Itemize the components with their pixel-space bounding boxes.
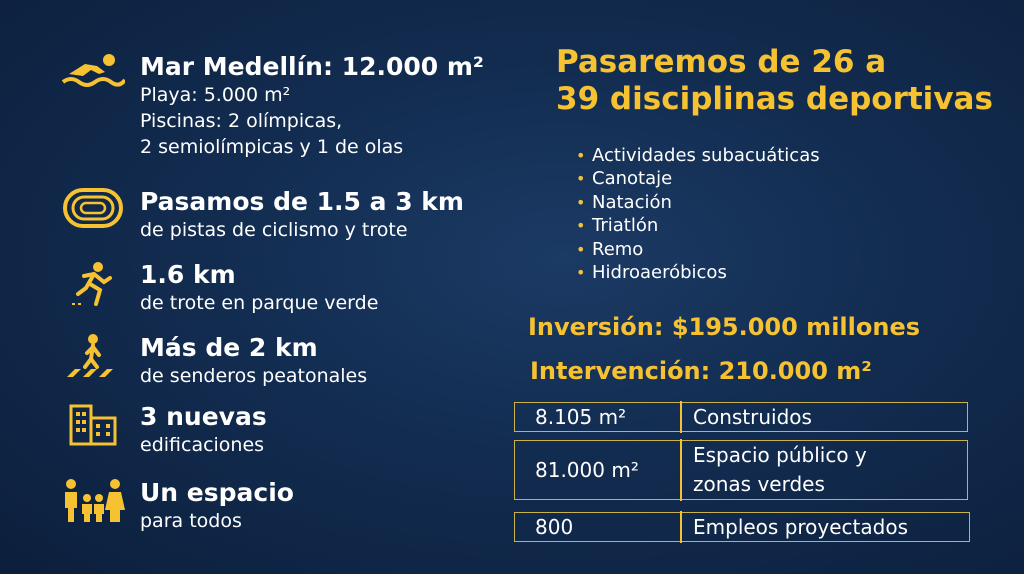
- feature-edificaciones: [58, 402, 267, 458]
- family-icon: [58, 478, 128, 528]
- running-track-icon: [58, 187, 128, 237]
- headline: [556, 44, 993, 118]
- table-row: [514, 402, 968, 432]
- feature-trote: [58, 260, 378, 316]
- feature-line: de senderos peatonales: [140, 365, 368, 387]
- list-item: • Actividades subacuáticas: [576, 145, 820, 166]
- table-cell-value: 8.105 m²: [535, 405, 627, 429]
- headline-line: 39 disciplinas deportivas: [556, 81, 993, 117]
- divider: [680, 511, 682, 543]
- runner-icon: [58, 260, 128, 310]
- table-cell-label: Empleos proyectados: [693, 514, 908, 539]
- divider: [680, 401, 682, 433]
- feature-line: de trote en parque verde: [140, 292, 379, 314]
- feature-title: 1.6 km: [140, 260, 236, 289]
- list-item: • Hidroaeróbicos: [576, 262, 727, 284]
- feature-line: de pistas de ciclismo y trote: [140, 219, 408, 241]
- feature-title: 3 nuevas: [140, 402, 267, 431]
- feature-mar-medellin: [58, 52, 484, 160]
- pedestrian-crossing-icon: [58, 333, 128, 383]
- list-item: • Triatlón: [576, 215, 659, 237]
- feature-title: Más de 2 km: [140, 333, 318, 362]
- table-cell-value: 81.000 m²: [535, 458, 639, 482]
- table-cell-value: 800: [535, 515, 574, 539]
- headline-line: Pasaremos de 26 a: [556, 44, 887, 80]
- list-item: • Canotaje: [576, 168, 673, 190]
- swimmer-icon: [58, 52, 128, 102]
- feature-line: para todos: [140, 510, 242, 532]
- bullet-icon: •: [576, 146, 586, 165]
- bullet-icon: •: [576, 263, 586, 283]
- feature-senderos: [58, 333, 367, 389]
- buildings-icon: [58, 402, 128, 452]
- bullet-icon: •: [576, 192, 586, 212]
- feature-line: Piscinas: 2 olímpicas,: [140, 110, 343, 132]
- table-cell-label: Espacio público y zonas verdes: [693, 443, 867, 496]
- divider: [680, 439, 682, 501]
- feature-line: edificaciones: [140, 434, 265, 456]
- list-item: • Remo: [576, 238, 644, 260]
- feature-espacio: [58, 478, 294, 534]
- feature-title: Pasamos de 1.5 a 3 km: [140, 187, 464, 216]
- feature-pistas: [58, 187, 464, 243]
- disciplines-list: [576, 144, 820, 284]
- table-row: [514, 512, 970, 542]
- investment-text: Inversión: $195.000 millones: [528, 313, 921, 341]
- bullet-icon: •: [576, 169, 586, 189]
- list-item: • Natación: [576, 191, 672, 213]
- feature-line: 2 semiolímpicas y 1 de olas: [140, 136, 404, 158]
- feature-title: Un espacio: [140, 478, 294, 507]
- feature-title: Mar Medellín: 12.000 m²: [140, 52, 484, 81]
- feature-line: Playa: 5.000 m²: [140, 84, 291, 106]
- intervention-text: Intervención: 210.000 m²: [530, 357, 872, 385]
- table-row: [514, 440, 968, 500]
- table-cell-label: Construidos: [693, 404, 812, 429]
- bullet-icon: •: [576, 216, 586, 236]
- bullet-icon: •: [576, 239, 586, 259]
